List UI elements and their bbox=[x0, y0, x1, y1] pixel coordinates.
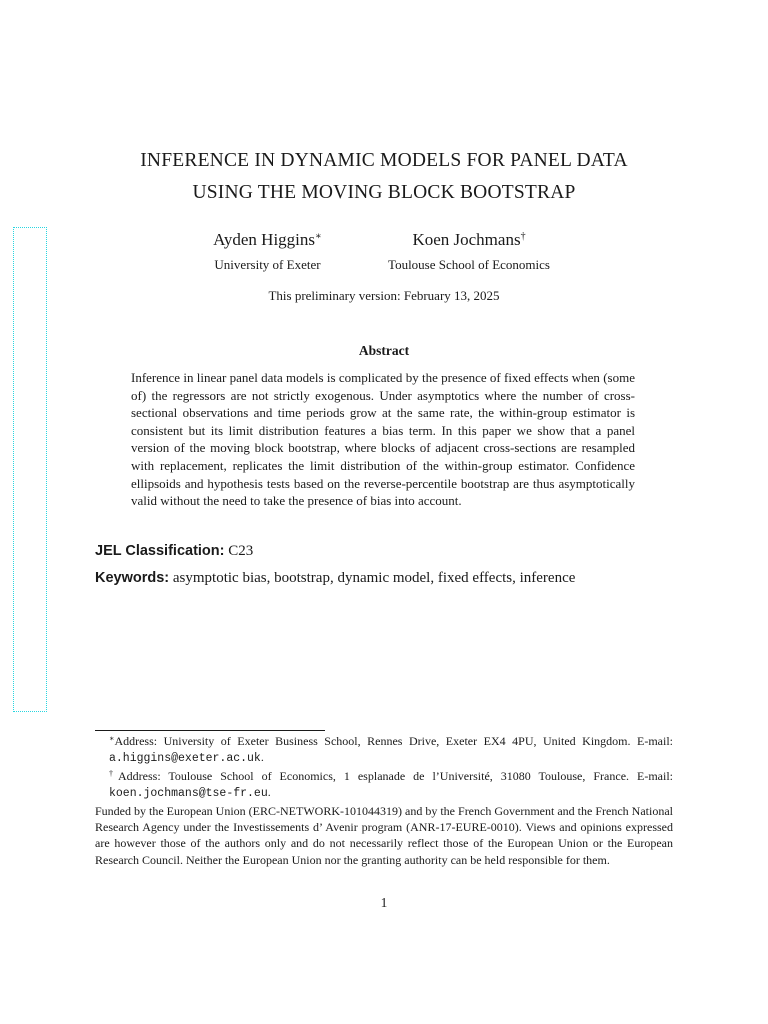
abstract-heading: Abstract bbox=[358, 343, 410, 358]
email-link-jochmans[interactable]: koen.jochmans@tse-fr.eu bbox=[109, 787, 268, 801]
footnotes bbox=[95, 733, 673, 868]
abstract-body: Inference in linear panel data models is complicated by the presence of fixed effects when (some of) the regressors are not strictly exogenous. Under asymptotics where the number of cross-sectional observations and time periods grow at the same rate, the within-group estimator is consistent but its limit distribution features a bias term. In this paper we show that a panel version of the moving block bootstrap, where blocks of adjacent cross-sections are resampled with replacement, replicates the limit distribution of the within-group estimator. Confidence ellipsoids and hypothesis tests based on the reverse-percentile bootstrap are thus asymptotically valid without the need to take the presence of bias into account. bbox=[131, 370, 635, 509]
footnote-mark-asterisk[interactable]: ∗ bbox=[315, 231, 322, 242]
author-name-jochmans: Koen Jochmans† bbox=[412, 230, 526, 249]
footnote-rule bbox=[95, 730, 325, 731]
footnote-higgins: ∗Address: University of Exeter Business School, Rennes Drive, Exeter EX4 4PU, United Kingdom. E-mail: a.higgins@exeter.ac.uk. bbox=[109, 734, 673, 766]
title-line-1: INFERENCE IN DYNAMIC MODELS FOR PANEL DATA bbox=[140, 150, 628, 171]
footnote-mark: † bbox=[109, 768, 118, 778]
author-block-jochmans bbox=[370, 229, 568, 274]
jel-label: JEL Classification: bbox=[95, 543, 225, 559]
author-affiliation-jochmans: Toulouse School of Economics bbox=[388, 257, 550, 272]
keywords-label: Keywords: bbox=[95, 570, 170, 586]
keywords-value: asymptotic bias, bootstrap, dynamic model, fixed effects, inference bbox=[172, 570, 576, 586]
page-number: 1 bbox=[380, 895, 388, 910]
author-affiliation-higgins: University of Exeter bbox=[214, 257, 321, 272]
jel-classification bbox=[95, 541, 253, 561]
email-link-higgins[interactable]: a.higgins@exeter.ac.uk bbox=[109, 752, 261, 766]
paper-title bbox=[60, 145, 708, 209]
keywords-line bbox=[95, 568, 575, 588]
version-date: This preliminary version: February 13, 2025 bbox=[268, 288, 500, 303]
author-block-higgins bbox=[190, 229, 345, 274]
title-line-2: USING THE MOVING BLOCK BOOTSTRAP bbox=[192, 182, 576, 203]
footnote-jochmans: †Address: Toulouse School of Economics, 1 esplanade de l’Université, 31080 Toulouse, France. E-mail: koen.jochmans@tse-fr.eu. bbox=[109, 768, 673, 801]
footnote-mark-dagger[interactable]: † bbox=[520, 231, 526, 242]
author-name-higgins: Ayden Higgins∗ bbox=[213, 230, 322, 249]
footnote-mark: ∗ bbox=[109, 734, 115, 743]
jel-value: C23 bbox=[228, 543, 254, 559]
funding-note: Funded by the European Union (ERC-NETWORK-101044319) and by the French Government and the French National Research Agency under the Investissements d’ Avenir program (ANR-17-EURE-0010). Views and opinions expressed are however those of the authors only and do not necessarily reflect those of the European Union or the European Research Council. Neither the European Union nor the granting authority can be held responsible for them. bbox=[95, 803, 673, 867]
